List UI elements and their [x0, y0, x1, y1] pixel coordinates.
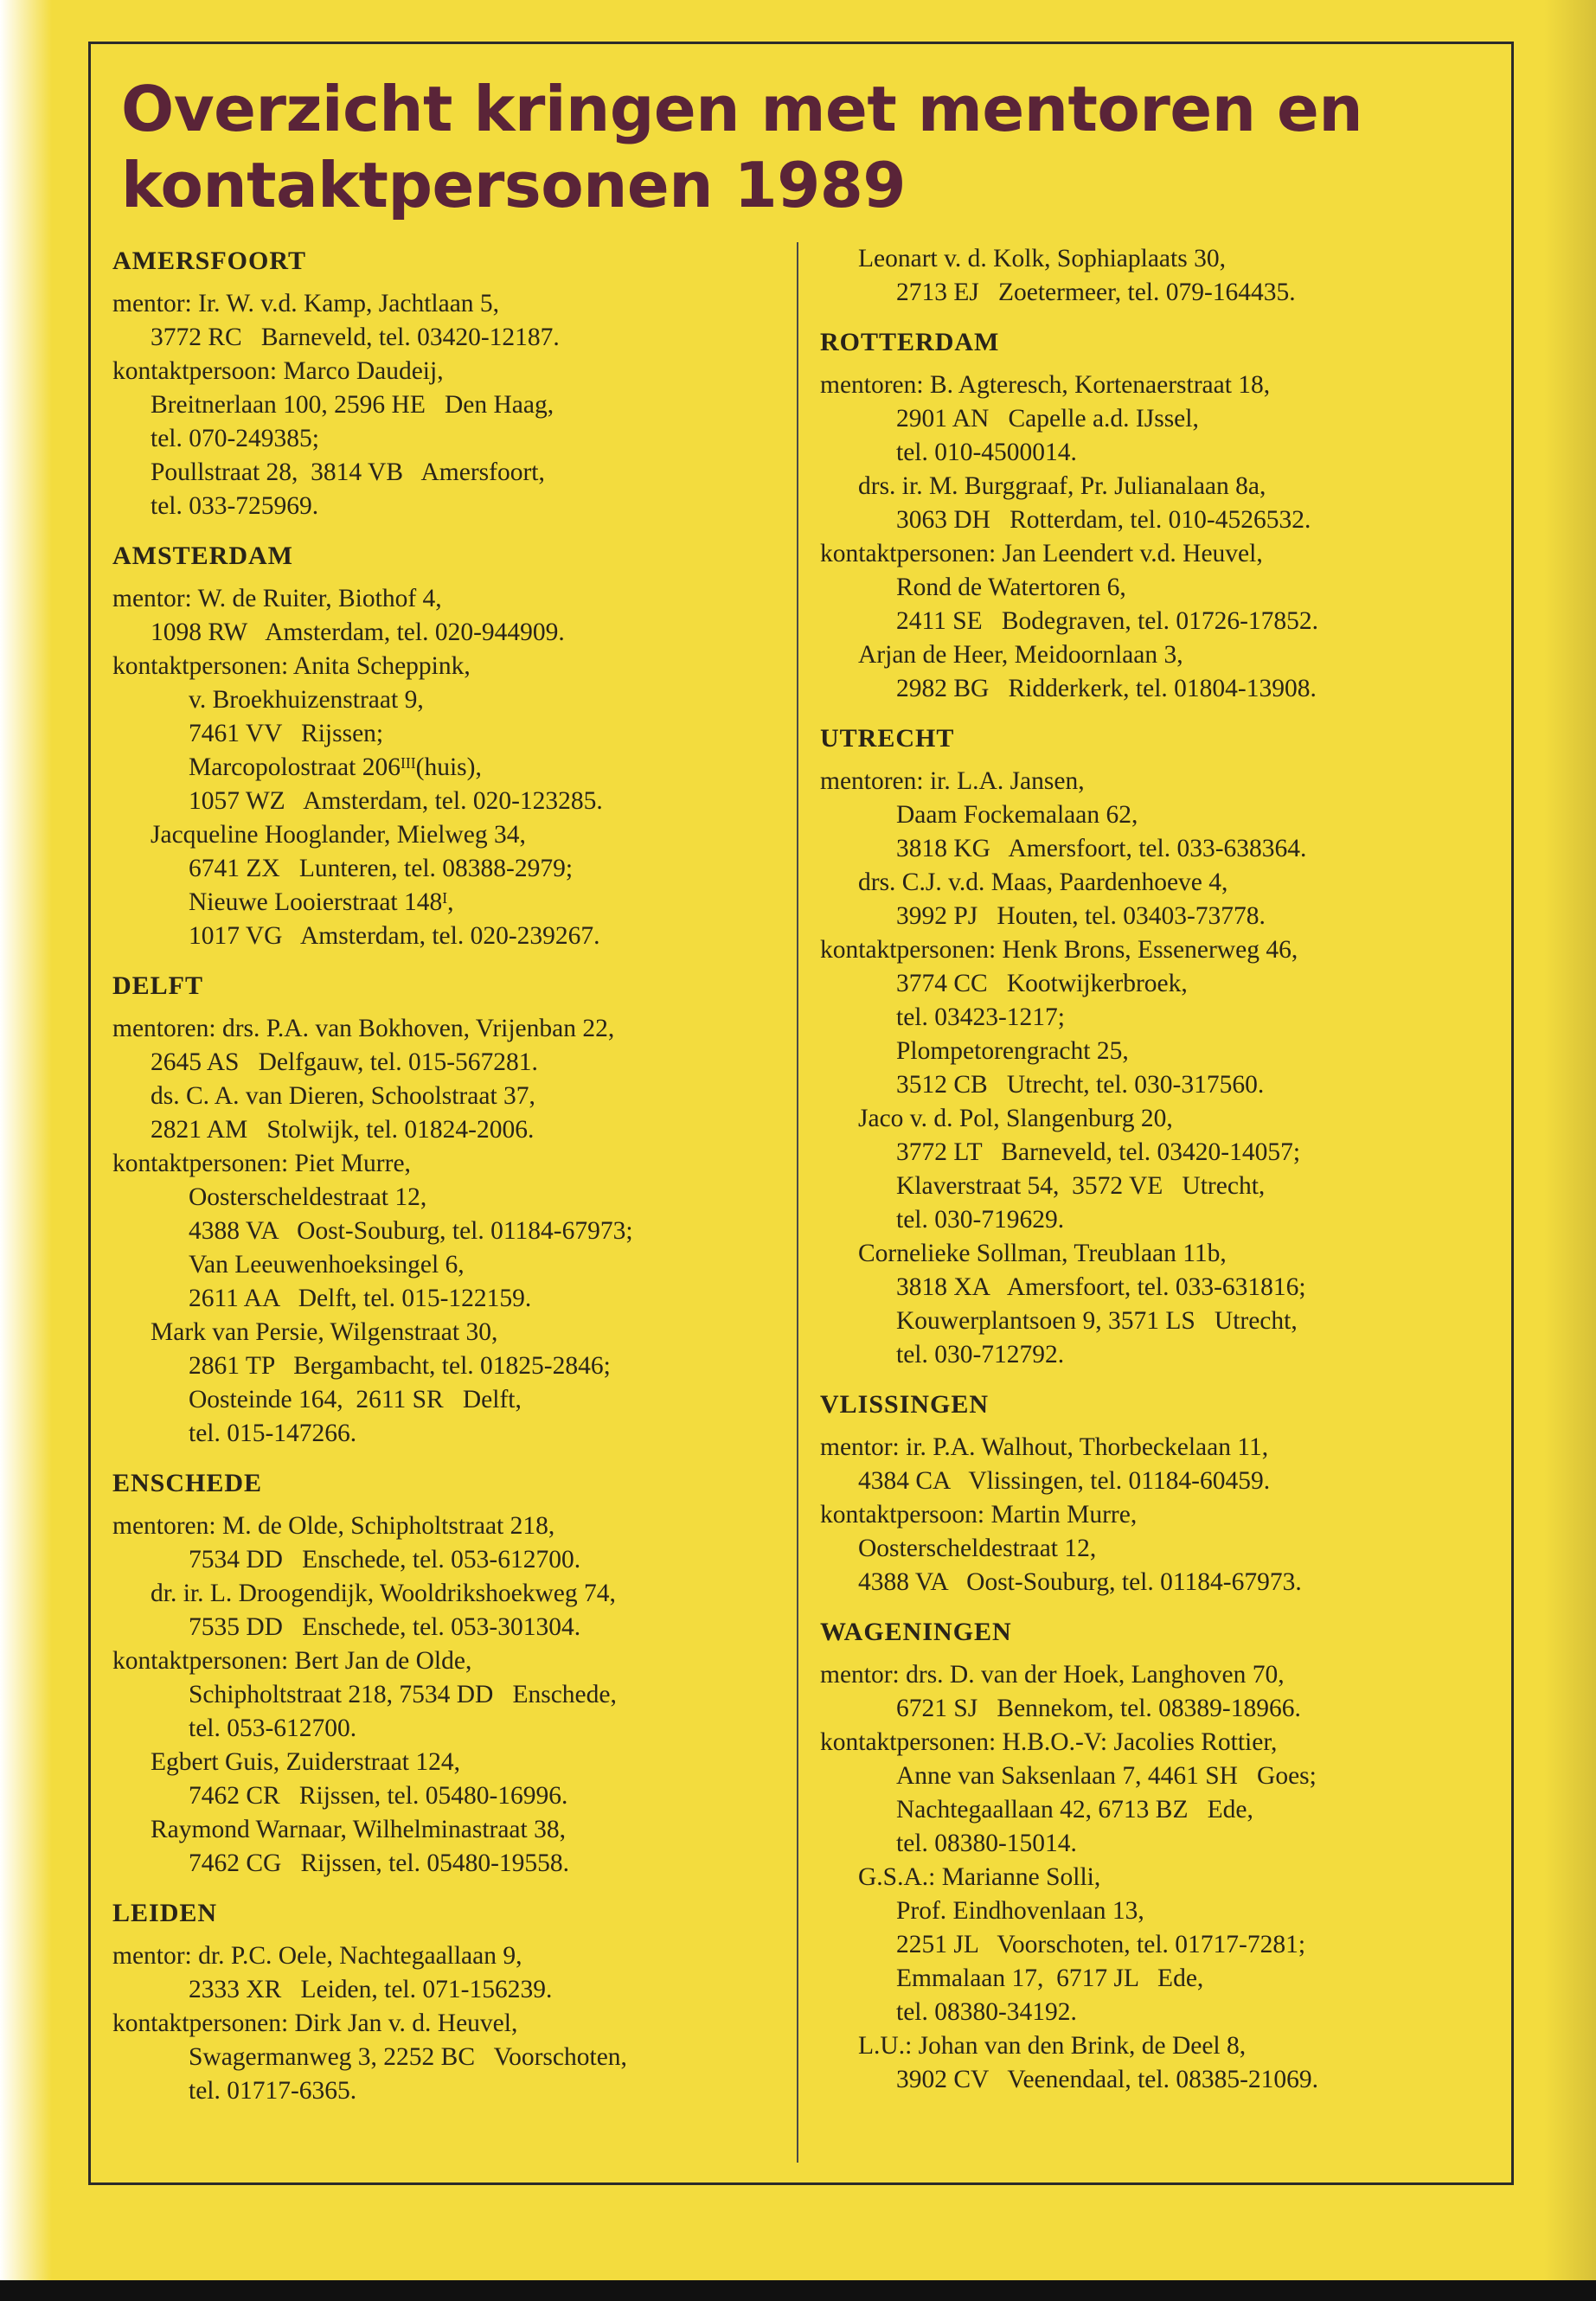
- address-line: 7535 DD Enschede, tel. 053-301304.: [189, 1613, 581, 1641]
- address-line: Breitnerlaan 100, 2596 HE Den Haag,: [151, 391, 554, 419]
- kring-section: [112, 1896, 779, 2108]
- kring-section: [820, 242, 1477, 310]
- address-line: drs. ir. M. Burggraaf, Pr. Julianalaan 8a,: [858, 472, 1266, 500]
- address-line: tel. 08380-15014.: [896, 1830, 1077, 1857]
- address-line: 3992 PJ Houten, tel. 03403-73778.: [896, 902, 1266, 930]
- address-line: tel. 01717-6365.: [189, 2077, 357, 2105]
- address-line: 2861 TP Bergambacht, tel. 01825-2846;: [189, 1352, 611, 1380]
- address-line: drs. C.J. v.d. Maas, Paardenhoeve 4,: [858, 868, 1228, 896]
- address-line: Poullstraat 28, 3814 VB Amersfoort,: [151, 458, 545, 486]
- address-line: Nachtegaallaan 42, 6713 BZ Ede,: [896, 1796, 1253, 1823]
- address-line: Kouwerplantsoen 9, 3571 LS Utrecht,: [896, 1307, 1298, 1335]
- address-line: L.U.: Johan van den Brink, de Deel 8,: [858, 2032, 1247, 2060]
- kring-heading: VLISSINGEN: [820, 1390, 990, 1419]
- address-line: Leonart v. d. Kolk, Sophiaplaats 30,: [858, 245, 1226, 272]
- page-edge-left: [0, 0, 61, 2301]
- address-line: Schipholtstraat 218, 7534 DD Enschede,: [189, 1681, 617, 1708]
- address-line: tel. 033-725969.: [151, 492, 319, 520]
- right-column: [820, 242, 1477, 2112]
- address-line: 2645 AS Delfgauw, tel. 015-567281.: [151, 1048, 538, 1076]
- address-line: G.S.A.: Marianne Solli,: [858, 1863, 1101, 1891]
- address-line: Anne van Saksenlaan 7, 4461 SH Goes;: [896, 1762, 1317, 1790]
- address-line: kontaktpersonen: Henk Brons, Essenerweg 46,: [820, 936, 1298, 964]
- address-line: Oosteinde 164, 2611 SR Delft,: [189, 1386, 522, 1413]
- address-line: Jacqueline Hooglander, Mielweg 34,: [151, 821, 526, 849]
- address-line: tel. 015-147266.: [189, 1420, 357, 1447]
- address-line: 2901 AN Capelle a.d. IJssel,: [896, 405, 1199, 433]
- address-line: mentoren: B. Agteresch, Kortenaerstraat 18,: [820, 371, 1271, 399]
- address-line: mentoren: M. de Olde, Schipholtstraat 218,: [112, 1512, 555, 1540]
- address-line: kontaktpersonen: H.B.O.-V: Jacolies Rottier,: [820, 1728, 1278, 1756]
- address-line: 7462 CG Rijssen, tel. 05480-19558.: [189, 1849, 570, 1877]
- kring-heading: ENSCHEDE: [112, 1469, 263, 1497]
- address-line: 2982 BG Ridderkerk, tel. 01804-13908.: [896, 675, 1317, 702]
- address-line: mentor: Ir. W. v.d. Kamp, Jachtlaan 5,: [112, 290, 500, 317]
- page-edge-bottom: [0, 2280, 1596, 2301]
- address-line: Emmalaan 17, 6717 JL Ede,: [896, 1965, 1204, 1992]
- address-line: Rond de Watertoren 6,: [896, 574, 1126, 601]
- address-line: tel. 03423-1217;: [896, 1003, 1066, 1031]
- address-line: 4388 VA Oost-Souburg, tel. 01184-67973.: [858, 1568, 1302, 1596]
- address-line: Marcopolostraat 206ᴵᴵᴵ(huis),: [189, 753, 482, 781]
- address-line: kontaktpersonen: Jan Leendert v.d. Heuvel,: [820, 540, 1263, 567]
- address-line: 3772 RC Barneveld, tel. 03420-12187.: [151, 324, 560, 351]
- address-line: tel. 053-612700.: [189, 1715, 357, 1742]
- address-line: tel. 030-712792.: [896, 1341, 1065, 1368]
- address-line: kontaktpersonen: Piet Murre,: [112, 1150, 411, 1177]
- address-line: Klaverstraat 54, 3572 VE Utrecht,: [896, 1172, 1266, 1200]
- page-edge-right: [1544, 0, 1596, 2301]
- address-line: 3774 CC Kootwijkerbroek,: [896, 970, 1188, 997]
- address-line: mentoren: ir. L.A. Jansen,: [820, 767, 1085, 795]
- address-line: 7462 CR Rijssen, tel. 05480-16996.: [189, 1782, 568, 1810]
- address-line: Mark van Persie, Wilgenstraat 30,: [151, 1318, 498, 1346]
- address-line: Swagermanweg 3, 2252 BC Voorschoten,: [189, 2043, 627, 2071]
- page-title: Overzicht kringen met mentoren en kontaktpersonen 1989: [121, 73, 1363, 221]
- address-line: kontaktpersonen: Bert Jan de Olde,: [112, 1647, 472, 1675]
- address-line: 7534 DD Enschede, tel. 053-612700.: [189, 1546, 581, 1574]
- address-line: Nieuwe Looierstraat 148ᴵ,: [189, 888, 454, 916]
- address-line: 1017 VG Amsterdam, tel. 020-239267.: [189, 922, 600, 950]
- address-line: mentor: W. de Ruiter, Biothof 4,: [112, 585, 442, 612]
- kring-section: [820, 325, 1477, 706]
- address-line: Egbert Guis, Zuiderstraat 124,: [151, 1748, 461, 1776]
- address-line: ds. C. A. van Dieren, Schoolstraat 37,: [151, 1082, 535, 1110]
- kring-heading: AMSTERDAM: [112, 542, 293, 570]
- address-line: Prof. Eindhovenlaan 13,: [896, 1897, 1144, 1925]
- address-line: 2251 JL Voorschoten, tel. 01717-7281;: [896, 1931, 1306, 1958]
- address-line: 4388 VA Oost-Souburg, tel. 01184-67973;: [189, 1217, 633, 1245]
- address-line: 6741 ZX Lunteren, tel. 08388-2979;: [189, 855, 574, 882]
- address-line: kontaktpersoon: Marco Daudeij,: [112, 357, 444, 385]
- address-line: tel. 030-719629.: [896, 1206, 1065, 1234]
- kring-heading: LEIDEN: [112, 1899, 218, 1927]
- address-line: 3063 DH Rotterdam, tel. 010-4526532.: [896, 506, 1311, 534]
- address-line: mentor: ir. P.A. Walhout, Thorbeckelaan 11,: [820, 1433, 1269, 1461]
- address-line: 2821 AM Stolwijk, tel. 01824-2006.: [151, 1116, 535, 1144]
- address-line: Daam Fockemalaan 62,: [896, 801, 1138, 829]
- address-line: tel. 08380-34192.: [896, 1998, 1077, 2026]
- address-line: Jaco v. d. Pol, Slangenburg 20,: [858, 1105, 1173, 1132]
- column-divider: [797, 242, 798, 2163]
- address-line: Van Leeuwenhoeksingel 6,: [189, 1251, 465, 1279]
- address-line: dr. ir. L. Droogendijk, Wooldrikshoekweg 74,: [151, 1580, 616, 1607]
- address-line: tel. 010-4500014.: [896, 439, 1077, 466]
- address-line: 2713 EJ Zoetermeer, tel. 079-164435.: [896, 279, 1296, 306]
- address-line: Cornelieke Sollman, Treublaan 11b,: [858, 1240, 1227, 1267]
- kring-section: [820, 721, 1477, 1372]
- kring-section: [112, 969, 779, 1451]
- kring-heading: UTRECHT: [820, 724, 955, 753]
- address-line: 2333 XR Leiden, tel. 071-156239.: [189, 1976, 553, 2003]
- address-line: Raymond Warnaar, Wilhelminastraat 38,: [151, 1816, 566, 1843]
- kring-section: [112, 244, 779, 523]
- address-line: Plompetorengracht 25,: [896, 1037, 1129, 1065]
- kring-heading: ROTTERDAM: [820, 328, 1000, 356]
- address-line: 3772 LT Barneveld, tel. 03420-14057;: [896, 1138, 1301, 1166]
- address-line: 2611 AA Delft, tel. 015-122159.: [189, 1285, 532, 1312]
- address-line: 3818 XA Amersfoort, tel. 033-631816;: [896, 1273, 1306, 1301]
- left-column: [112, 244, 779, 2124]
- address-line: 1098 RW Amsterdam, tel. 020-944909.: [151, 619, 565, 646]
- address-line: 3902 CV Veenendaal, tel. 08385-21069.: [896, 2066, 1319, 2093]
- address-line: 3818 KG Amersfoort, tel. 033-638364.: [896, 835, 1307, 862]
- kring-heading: AMERSFOORT: [112, 247, 306, 275]
- address-line: 4384 CA Vlissingen, tel. 01184-60459.: [858, 1467, 1271, 1495]
- address-line: mentor: drs. D. van der Hoek, Langhoven 70,: [820, 1661, 1285, 1689]
- address-line: 7461 VV Rijssen;: [189, 720, 384, 747]
- address-line: v. Broekhuizenstraat 9,: [189, 686, 424, 714]
- address-line: 6721 SJ Bennekom, tel. 08389-18966.: [896, 1695, 1301, 1722]
- address-line: kontaktpersonen: Dirk Jan v. d. Heuvel,: [112, 2009, 518, 2037]
- address-line: mentoren: drs. P.A. van Bokhoven, Vrijenban 22,: [112, 1015, 615, 1042]
- address-line: tel. 070-249385;: [151, 425, 320, 452]
- kring-section: [820, 1388, 1477, 1599]
- address-line: mentor: dr. P.C. Oele, Nachtegaallaan 9,: [112, 1942, 522, 1970]
- address-line: kontaktpersoon: Martin Murre,: [820, 1501, 1138, 1529]
- address-line: 1057 WZ Amsterdam, tel. 020-123285.: [189, 787, 603, 815]
- address-line: Oosterscheldestraat 12,: [189, 1183, 427, 1211]
- address-line: 3512 CB Utrecht, tel. 030-317560.: [896, 1071, 1265, 1099]
- address-line: kontaktpersonen: Anita Scheppink,: [112, 652, 471, 680]
- address-line: Oosterscheldestraat 12,: [858, 1535, 1097, 1562]
- kring-section: [820, 1615, 1477, 2097]
- kring-heading: DELFT: [112, 971, 204, 1000]
- kring-heading: WAGENINGEN: [820, 1618, 1012, 1646]
- address-line: Arjan de Heer, Meidoornlaan 3,: [858, 641, 1183, 669]
- address-line: 2411 SE Bodegraven, tel. 01726-17852.: [896, 607, 1319, 635]
- kring-section: [112, 1466, 779, 1881]
- kring-section: [112, 539, 779, 953]
